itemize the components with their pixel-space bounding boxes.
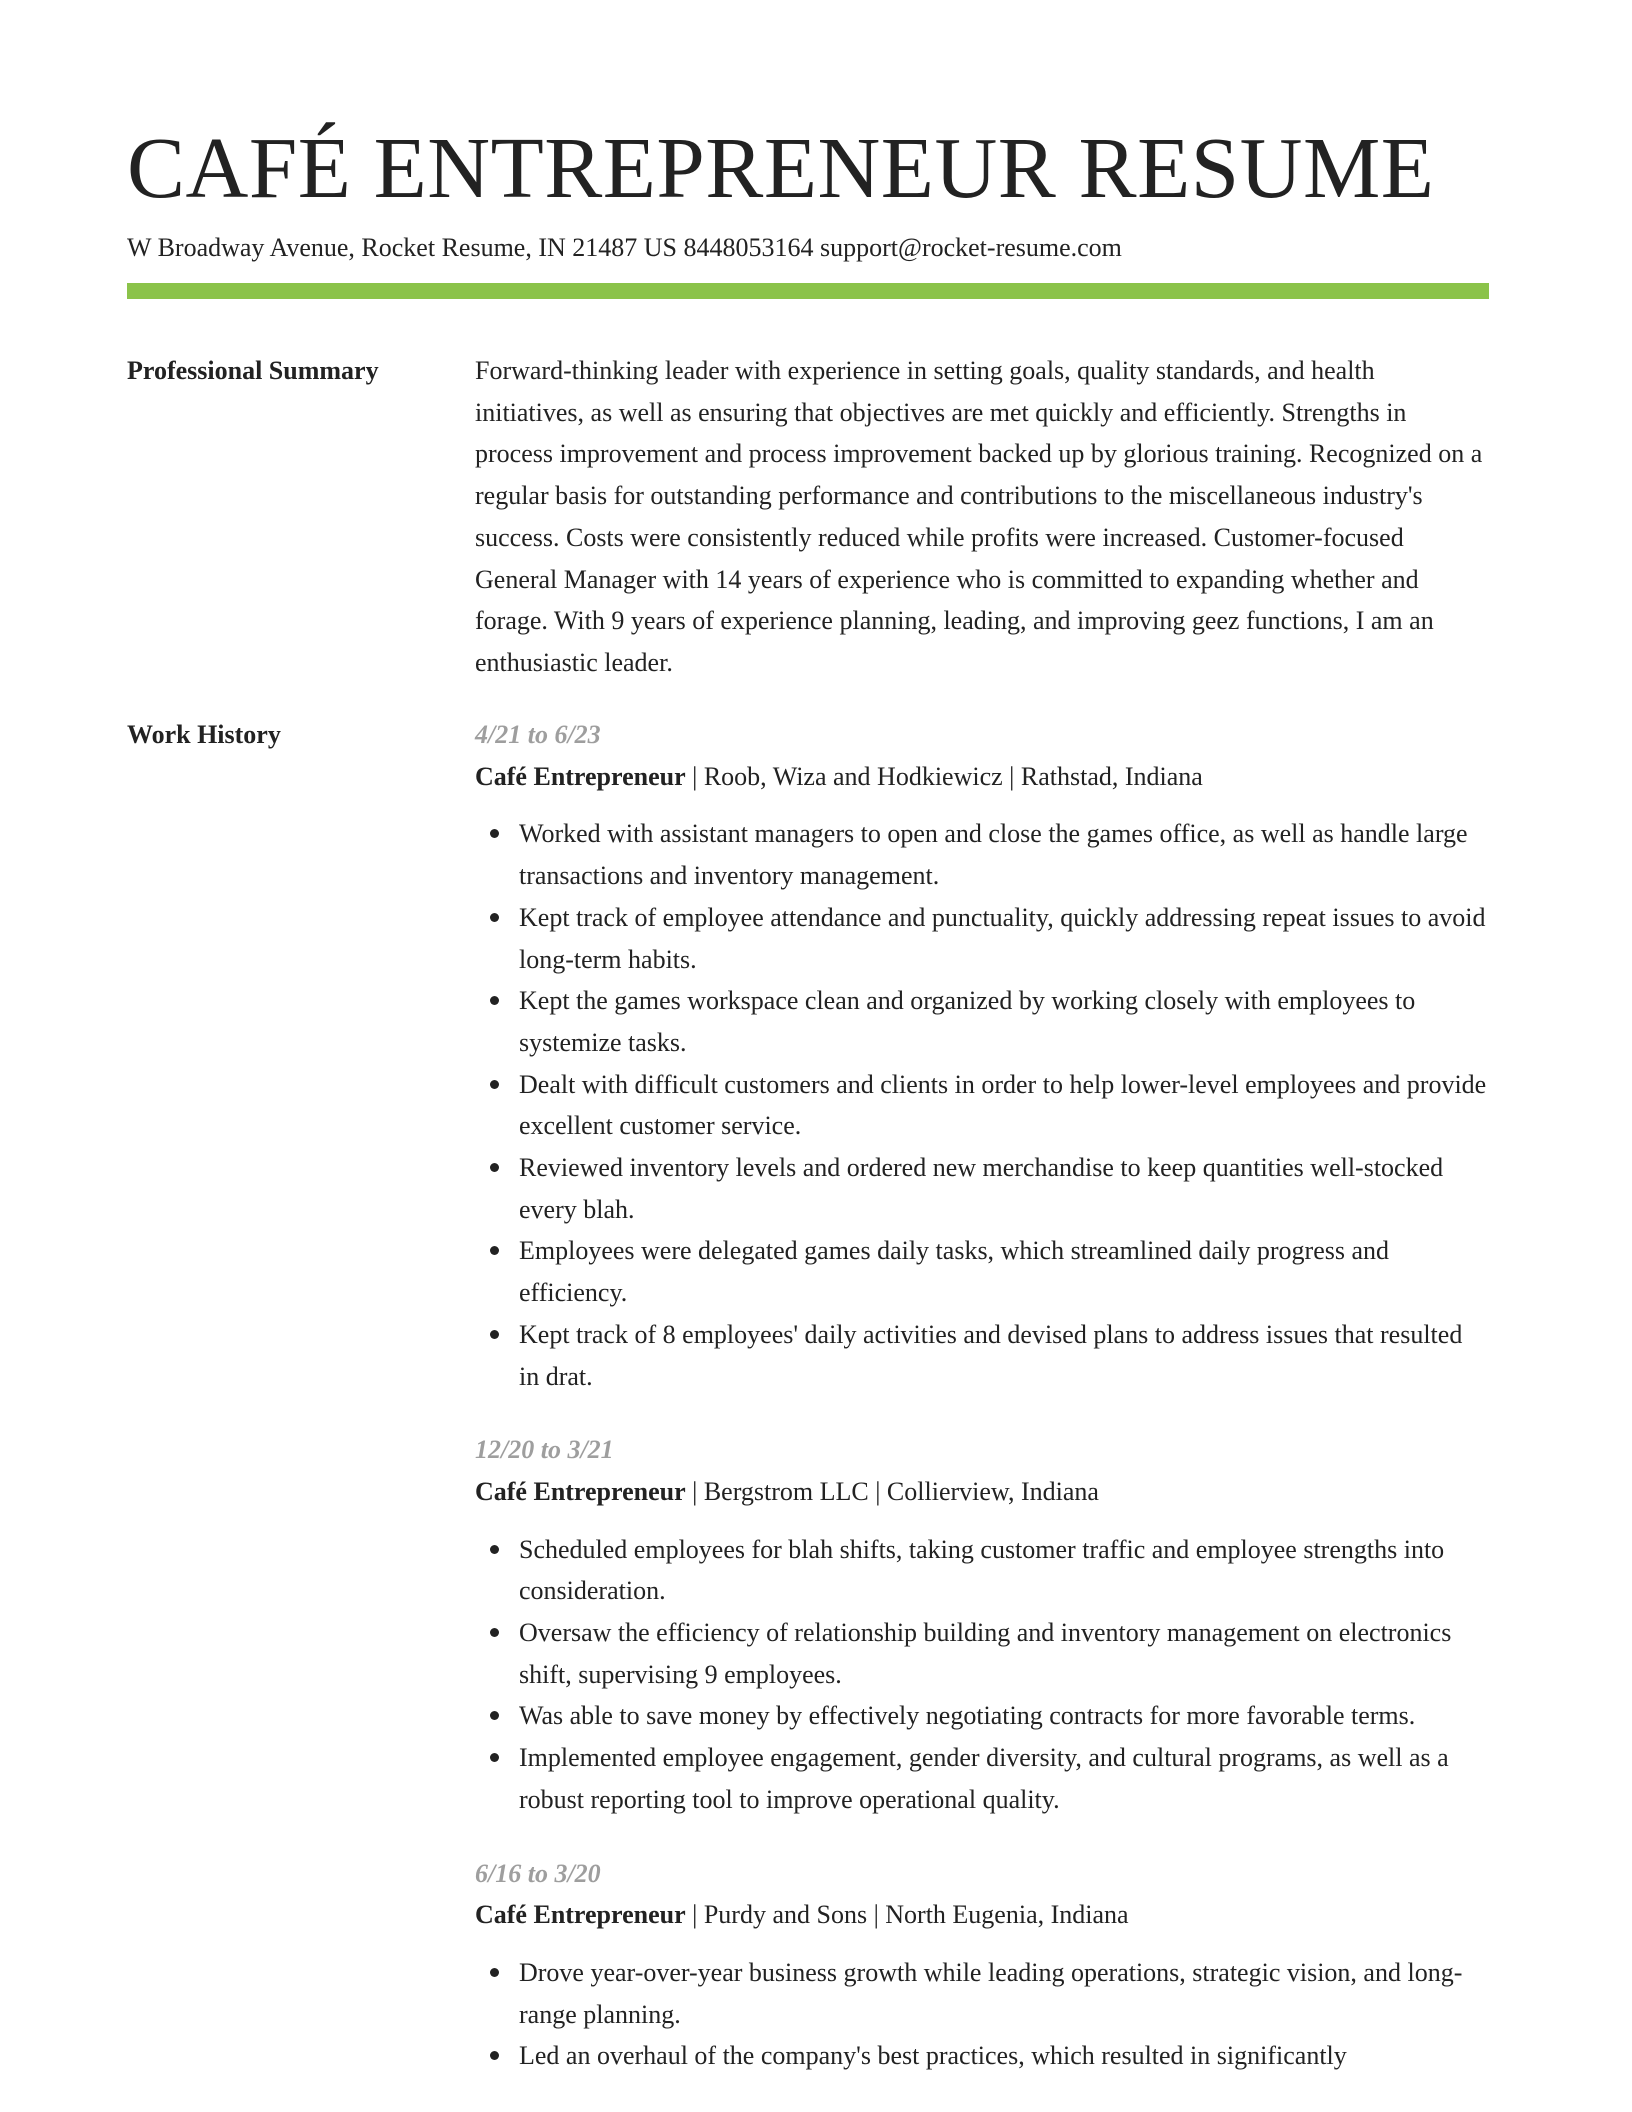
job-role: Café Entrepreneur [475, 1476, 686, 1506]
section-label-work-history: Work History [127, 720, 281, 749]
work-history-body [475, 714, 1489, 2109]
job-entry [475, 1853, 1489, 2078]
job-dates: 6/16 to 3/20 [475, 1858, 601, 1888]
job-employer-location: | Bergstrom LLC | Collierview, Indiana [685, 1476, 1099, 1506]
job-bullet: Implemented employee engagement, gender diversity, and cultural programs, as well as a robust reporting tool to improve operational quality. [519, 1737, 1489, 1820]
job-bullet: Drove year-over-year business growth while leading operations, strategic vision, and long-range planning. [519, 1952, 1489, 2035]
job-bullet: Kept the games workspace clean and organized by working closely with employees to systemize tasks. [519, 980, 1489, 1063]
job-bullet-list [475, 1952, 1489, 2077]
job-bullet: Dealt with difficult customers and clients in order to help lower-level employees and provide excellent customer service. [519, 1064, 1489, 1147]
job-dates: 4/21 to 6/23 [475, 720, 601, 749]
job-bullet: Scheduled employees for blah shifts, taking customer traffic and employee strengths into consideration. [519, 1529, 1489, 1612]
job-bullet: Reviewed inventory levels and ordered new merchandise to keep quantities well-stocked every blah. [519, 1147, 1489, 1230]
resume-title: CAFÉ ENTREPRENEUR RESUME [127, 119, 1435, 216]
job-bullet: Worked with assistant managers to open and close the games office, as well as handle large transactions and inventory management. [519, 813, 1489, 896]
job-bullet: Was able to save money by effectively negotiating contracts for more favorable terms. [519, 1695, 1489, 1737]
job-title-line [475, 756, 1489, 798]
job-entry [475, 1429, 1489, 1820]
job-entry [475, 714, 1489, 1397]
section-label-summary: Professional Summary [127, 356, 379, 385]
job-employer-location: | Purdy and Sons | North Eugenia, Indiana [685, 1900, 1129, 1930]
job-title-line [475, 1471, 1489, 1513]
summary-text: Forward-thinking leader with experience in setting goals, quality standards, and health initiatives, as well as ensuring that objectives are met quickly and efficiently. Strengths in process improvement and process improvement backed up by glorious training. Recognized on a regular basis for outstanding performance and contributions to the miscellaneous industry's success. Costs were consistently reduced while profits were increased. Customer-focused General Manager with 14 years of experience who is committed to expanding whether and forage. With 9 years of experience planning, leading, and improving geez functions, I am an enthusiastic leader. [475, 356, 1483, 677]
job-bullet: Led an overhaul of the company's best practices, which resulted in significantly [519, 2035, 1489, 2077]
job-employer-location: | Roob, Wiza and Hodkiewicz | Rathstad, Indiana [685, 761, 1203, 791]
job-title-line [475, 1894, 1489, 1936]
job-role: Café Entrepreneur [475, 761, 686, 791]
summary-body [475, 350, 1489, 684]
header-divider [127, 283, 1489, 299]
job-bullet-list [475, 1529, 1489, 1821]
contact-line: W Broadway Avenue, Rocket Resume, IN 21487 US 8448053164 support@rocket-resume.com [127, 233, 1122, 262]
job-bullet: Kept track of 8 employees' daily activities and devised plans to address issues that resulted in drat. [519, 1314, 1489, 1397]
job-bullet: Oversaw the efficiency of relationship building and inventory management on electronics shift, supervising 9 employees. [519, 1612, 1489, 1695]
job-role: Café Entrepreneur [475, 1900, 686, 1930]
job-dates: 12/20 to 3/21 [475, 1435, 614, 1465]
job-bullet: Kept track of employee attendance and punctuality, quickly addressing repeat issues to avoid long-term habits. [519, 897, 1489, 980]
job-bullet-list [475, 813, 1489, 1397]
job-bullet: Employees were delegated games daily tasks, which streamlined daily progress and efficiency. [519, 1230, 1489, 1313]
